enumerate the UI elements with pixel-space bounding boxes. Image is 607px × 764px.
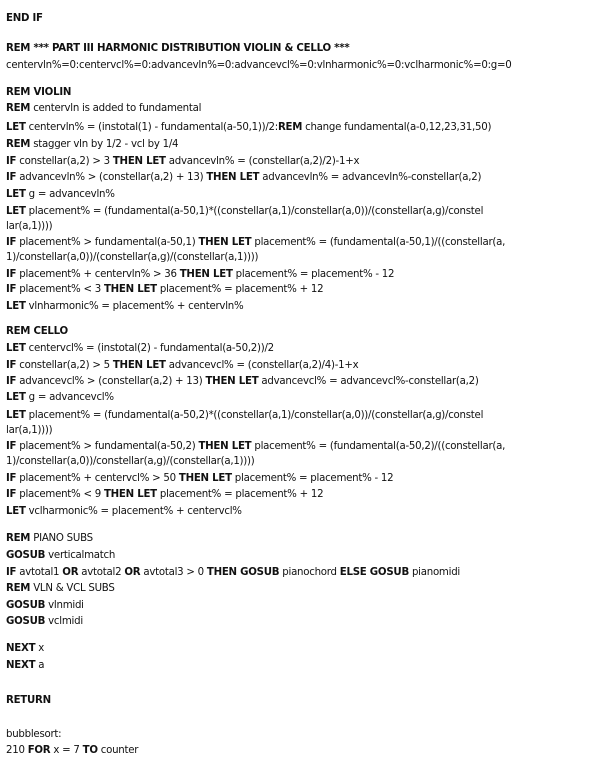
keyword: LET: [6, 410, 26, 421]
code-line: [6, 615, 604, 628]
keyword: IF: [6, 284, 17, 295]
keyword: IF: [6, 376, 17, 387]
keyword: THEN LET: [198, 237, 252, 248]
code-text: advancevln% = (constellar(a,2)/2)-1+x: [165, 156, 360, 167]
keyword: THEN GOSUB: [206, 567, 280, 578]
code-line: [6, 440, 604, 453]
keyword: REM VIOLIN: [6, 87, 72, 98]
code-line: [6, 171, 604, 184]
code-text: advancevcl% = advancevcl%-constellar(a,2): [258, 376, 479, 387]
code-line: [6, 455, 604, 468]
keyword: REM *** PART III HARMONIC DISTRIBUTION VIOLIN & CELLO ***: [6, 43, 350, 54]
keyword: THEN LET: [112, 156, 166, 167]
keyword: REM: [6, 103, 31, 114]
code-text: bubblesort:: [6, 729, 62, 740]
keyword: THEN LET: [112, 360, 166, 371]
code-text: placement% = placement% - 12: [231, 473, 394, 484]
code-text: placement% = (fundamental(a-50,2)/((constellar(a,: [251, 441, 506, 452]
code-line: [6, 505, 604, 518]
code-text: g = advancevcl%: [25, 392, 114, 403]
keyword: IF: [6, 156, 17, 167]
code-text: vclharmonic% = placement% + centervcl%: [25, 506, 242, 517]
keyword: FOR: [27, 745, 51, 756]
code-text: placement% = (fundamental(a-50,1)/((constellar(a,: [251, 237, 506, 248]
code-text: avtotal1: [16, 567, 63, 578]
code-line: [6, 42, 604, 55]
keyword: THEN LET: [103, 284, 157, 295]
code-text: verticalmatch: [45, 550, 116, 561]
keyword: THEN LET: [198, 441, 252, 452]
code-line: [6, 12, 604, 25]
keyword: IF: [6, 489, 17, 500]
code-text: a: [35, 660, 45, 671]
code-line: [6, 138, 604, 151]
code-line: [6, 283, 604, 296]
keyword: THEN LET: [178, 473, 232, 484]
code-line: [6, 582, 604, 595]
code-line: [6, 155, 604, 168]
code-line: [6, 744, 604, 757]
keyword: ELSE GOSUB: [339, 567, 409, 578]
code-line: [6, 488, 604, 501]
code-text: pianochord: [279, 567, 340, 578]
keyword: IF: [6, 360, 17, 371]
code-text: advancevln% > (constellar(a,2) + 13): [16, 172, 207, 183]
code-line: [6, 188, 604, 201]
keyword: LET: [6, 189, 26, 200]
code-line: [6, 220, 604, 233]
code-text: vlnmidi: [45, 600, 84, 611]
keyword: GOSUB: [6, 616, 46, 627]
code-text: g = advancevln%: [25, 189, 115, 200]
code-text: stagger vln by 1/2 - vcl by 1/4: [30, 139, 179, 150]
keyword: THEN LET: [205, 376, 259, 387]
code-line: [6, 300, 604, 313]
keyword: NEXT: [6, 660, 36, 671]
keyword: END IF: [6, 13, 43, 24]
keyword: TO: [82, 745, 98, 756]
code-text: change fundamental(a-0,12,23,31,50): [302, 122, 492, 133]
keyword: LET: [6, 506, 26, 517]
code-line: [6, 472, 604, 485]
code-line: [6, 424, 604, 437]
code-text: placement% + centervcl% > 50: [16, 473, 179, 484]
keyword: IF: [6, 237, 17, 248]
code-line: [6, 59, 604, 72]
code-text: lar(a,1)))): [6, 221, 53, 232]
keyword: GOSUB: [6, 600, 46, 611]
code-text: counter: [97, 745, 139, 756]
code-text: pianomidi: [408, 567, 460, 578]
keyword: REM: [6, 139, 31, 150]
code-line: [6, 205, 604, 218]
code-text: PIANO SUBS: [30, 533, 93, 544]
keyword: LET: [6, 206, 26, 217]
code-line: [6, 359, 604, 372]
keyword: IF: [6, 441, 17, 452]
code-text: VLN & VCL SUBS: [30, 583, 115, 594]
code-text: centervln% = (instotal(1) - fundamental(a-50,1))/2:: [25, 122, 278, 133]
code-line: [6, 566, 604, 579]
keyword: IF: [6, 473, 17, 484]
code-text: 210: [6, 745, 28, 756]
code-line: [6, 599, 604, 612]
keyword: LET: [6, 301, 26, 312]
code-text: 1)/constellar(a,0))/constellar(a,g)/(constellar(a,1)))): [6, 456, 255, 467]
code-text: centervcl% = (instotal(2) - fundamental(a-50,2))/2: [25, 343, 274, 354]
code-text: x = 7: [50, 745, 83, 756]
code-line: [6, 375, 604, 388]
keyword: REM: [6, 533, 31, 544]
code-line: [6, 694, 604, 707]
keyword: THEN LET: [103, 489, 157, 500]
code-line: [6, 121, 604, 134]
code-line: [6, 642, 604, 655]
code-line: [6, 342, 604, 355]
keyword: REM CELLO: [6, 326, 68, 337]
code-text: placement% = placement% + 12: [156, 489, 324, 500]
code-text: placement% < 3: [16, 284, 104, 295]
keyword: LET: [6, 392, 26, 403]
code-text: placement% = placement% - 12: [232, 269, 395, 280]
code-text: centervln is added to fundamental: [30, 103, 202, 114]
code-line: [6, 728, 604, 741]
code-line: [6, 236, 604, 249]
keyword: IF: [6, 567, 17, 578]
keyword: GOSUB: [6, 550, 46, 561]
keyword: OR: [124, 567, 141, 578]
code-text: placement% = (fundamental(a-50,1)*((constellar(a,1)/constellar(a,0))/(constellar(a,g)/constel: [25, 206, 484, 217]
keyword: OR: [62, 567, 79, 578]
code-line: [6, 268, 604, 281]
code-text: vclmidi: [45, 616, 83, 627]
code-text: advancevcl% > (constellar(a,2) + 13): [16, 376, 206, 387]
keyword: IF: [6, 172, 17, 183]
code-text: vlnharmonic% = placement% + centervln%: [25, 301, 244, 312]
keyword: IF: [6, 269, 17, 280]
code-text: x: [35, 643, 45, 654]
keyword: RETURN: [6, 695, 51, 706]
code-line: [6, 659, 604, 672]
code-line: [6, 391, 604, 404]
code-text: placement% > fundamental(a-50,1): [16, 237, 199, 248]
keyword: LET: [6, 122, 26, 133]
code-line: [6, 532, 604, 545]
code-line: [6, 86, 604, 99]
code-line: [6, 409, 604, 422]
code-text: advancevcl% = (constellar(a,2)/4)-1+x: [165, 360, 359, 371]
keyword: THEN LET: [179, 269, 233, 280]
keyword: THEN LET: [206, 172, 260, 183]
code-line: [6, 549, 604, 562]
code-text: placement% > fundamental(a-50,2): [16, 441, 199, 452]
code-text: placement% + centervln% > 36: [16, 269, 180, 280]
code-line: [6, 251, 604, 264]
code-text: 1)/constellar(a,0))/(constellar(a,g)/(constellar(a,1)))): [6, 252, 259, 263]
code-text: placement% = placement% + 12: [156, 284, 324, 295]
code-text: placement% = (fundamental(a-50,2)*((constellar(a,1)/constellar(a,0))/(constellar(a,g)/constel: [25, 410, 484, 421]
keyword: LET: [6, 343, 26, 354]
code-line: [6, 325, 604, 338]
code-line: [6, 102, 604, 115]
code-text: centervln%=0:centervcl%=0:advancevln%=0:advancevcl%=0:vlnharmonic%=0:vclharmonic%=0:g=0: [6, 60, 512, 71]
code-text: advancevln% = advancevln%-constellar(a,2): [259, 172, 482, 183]
code-text: placement% < 9: [16, 489, 104, 500]
code-text: constellar(a,2) > 3: [16, 156, 113, 167]
code-text: lar(a,1)))): [6, 425, 53, 436]
keyword: REM: [6, 583, 31, 594]
code-text: avtotal2: [78, 567, 125, 578]
keyword: REM: [277, 122, 303, 133]
code-text: constellar(a,2) > 5: [16, 360, 113, 371]
code-text: avtotal3 > 0: [140, 567, 207, 578]
keyword: NEXT: [6, 643, 36, 654]
